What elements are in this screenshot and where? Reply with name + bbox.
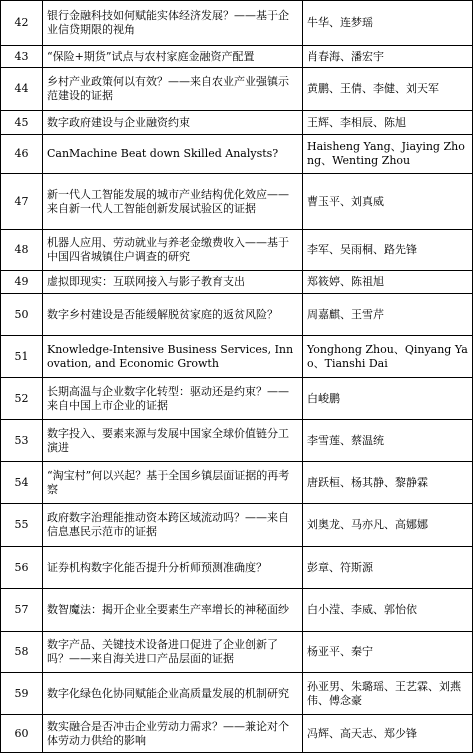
table-row xyxy=(1,174,473,230)
paper-title: “保险+期货”试点与农村家庭金融资产配置 xyxy=(43,46,303,68)
paper-authors: Yonghong Zhou、Qinyang Yao、Tianshi Dai xyxy=(303,336,473,378)
paper-title: 机器人应用、劳动就业与养老金缴费收入——基于中国四省城镇住户调查的研究 xyxy=(43,230,303,271)
row-number: 44 xyxy=(1,68,43,111)
table-row xyxy=(1,230,473,271)
paper-authors: 冯辉、高天志、郑少锋 xyxy=(303,715,473,753)
table-row xyxy=(1,504,473,547)
table-row xyxy=(1,271,473,294)
row-number: 60 xyxy=(1,715,43,753)
paper-title: 新一代人工智能发展的城市产业结构优化效应——来自新一代人工智能创新发展试验区的证据 xyxy=(43,174,303,230)
paper-title: CanMachine Beat down Skilled Analysts? xyxy=(43,135,303,174)
paper-authors: 李军、吴雨桐、路先锋 xyxy=(303,230,473,271)
paper-authors: 黄鹏、王倩、李健、刘天军 xyxy=(303,68,473,111)
row-number: 45 xyxy=(1,111,43,135)
row-number: 48 xyxy=(1,230,43,271)
paper-title: Knowledge-Intensive Business Services, Innovation, and Economic Growth xyxy=(43,336,303,378)
paper-title: 数实融合是否冲击企业劳动力需求？——兼论对个体劳动力供给的影响 xyxy=(43,715,303,753)
paper-title: “淘宝村”何以兴起？基于全国乡镇层面证据的再考察 xyxy=(43,462,303,504)
table-row xyxy=(1,673,473,715)
paper-authors: 刘奥龙、马亦凡、高娜娜 xyxy=(303,504,473,547)
row-number: 49 xyxy=(1,271,43,294)
paper-title: 数字产品、关键技术设备进口促进了企业创新了吗？——来自海关进口产品层面的证据 xyxy=(43,632,303,673)
row-number: 47 xyxy=(1,174,43,230)
row-number: 43 xyxy=(1,46,43,68)
paper-authors: 牛华、连梦瑶 xyxy=(303,1,473,46)
paper-title: 政府数字治理能推动资本跨区域流动吗？——来自信息惠民示范市的证据 xyxy=(43,504,303,547)
paper-title: 证券机构数字化能否提升分析师预测准确度？ xyxy=(43,547,303,589)
table-row xyxy=(1,632,473,673)
row-number: 52 xyxy=(1,378,43,420)
table-row xyxy=(1,1,473,46)
paper-authors: 王辉、李相辰、陈旭 xyxy=(303,111,473,135)
table-row xyxy=(1,336,473,378)
paper-authors: 白小滢、李威、郭怡依 xyxy=(303,589,473,632)
table-row xyxy=(1,46,473,68)
paper-authors: 彭章、符斯源 xyxy=(303,547,473,589)
paper-authors: 郑筱婷、陈祖旭 xyxy=(303,271,473,294)
row-number: 58 xyxy=(1,632,43,673)
paper-authors: 周嘉麒、王雪芹 xyxy=(303,294,473,336)
paper-authors: 李雪莲、蔡温统 xyxy=(303,420,473,462)
paper-title: 数字投入、要素来源与发展中国家全球价值链分工演进 xyxy=(43,420,303,462)
paper-authors: 唐跃桓、杨其静、黎静霖 xyxy=(303,462,473,504)
paper-title: 乡村产业政策何以有效？——来自农业产业强镇示范建设的证据 xyxy=(43,68,303,111)
row-number: 42 xyxy=(1,1,43,46)
paper-authors: 孙亚男、朱璐瑶、王艺霖、刘燕伟、傅念豪 xyxy=(303,673,473,715)
table-row xyxy=(1,462,473,504)
paper-authors: 杨亚平、秦宁 xyxy=(303,632,473,673)
row-number: 55 xyxy=(1,504,43,547)
paper-list-body xyxy=(1,1,473,753)
paper-authors: Haisheng Yang、Jiaying Zhong、Wenting Zhou xyxy=(303,135,473,174)
paper-authors: 白峻鹏 xyxy=(303,378,473,420)
table-row xyxy=(1,68,473,111)
row-number: 59 xyxy=(1,673,43,715)
table-row xyxy=(1,547,473,589)
row-number: 51 xyxy=(1,336,43,378)
paper-title: 数字化绿色化协同赋能企业高质量发展的机制研究 xyxy=(43,673,303,715)
paper-title: 数字政府建设与企业融资约束 xyxy=(43,111,303,135)
table-row xyxy=(1,589,473,632)
row-number: 54 xyxy=(1,462,43,504)
paper-title: 长期高温与企业数字化转型：驱动还是约束？——来自中国上市企业的证据 xyxy=(43,378,303,420)
row-number: 56 xyxy=(1,547,43,589)
paper-authors: 肖春海、潘宏宇 xyxy=(303,46,473,68)
table-row xyxy=(1,420,473,462)
row-number: 46 xyxy=(1,135,43,174)
row-number: 53 xyxy=(1,420,43,462)
table-row xyxy=(1,715,473,753)
paper-title: 数字乡村建设是否能缓解脱贫家庭的返贫风险？ xyxy=(43,294,303,336)
table-row xyxy=(1,135,473,174)
paper-title: 数智魔法：揭开企业全要素生产率增长的神秘面纱 xyxy=(43,589,303,632)
table-row xyxy=(1,111,473,135)
table-row xyxy=(1,294,473,336)
table-row xyxy=(1,378,473,420)
row-number: 50 xyxy=(1,294,43,336)
paper-title: 银行金融科技如何赋能实体经济发展？——基于企业信贷期限的视角 xyxy=(43,1,303,46)
paper-title: 虚拟即现实：互联网接入与影子教育支出 xyxy=(43,271,303,294)
paper-authors: 曹玉平、刘真威 xyxy=(303,174,473,230)
row-number: 57 xyxy=(1,589,43,632)
